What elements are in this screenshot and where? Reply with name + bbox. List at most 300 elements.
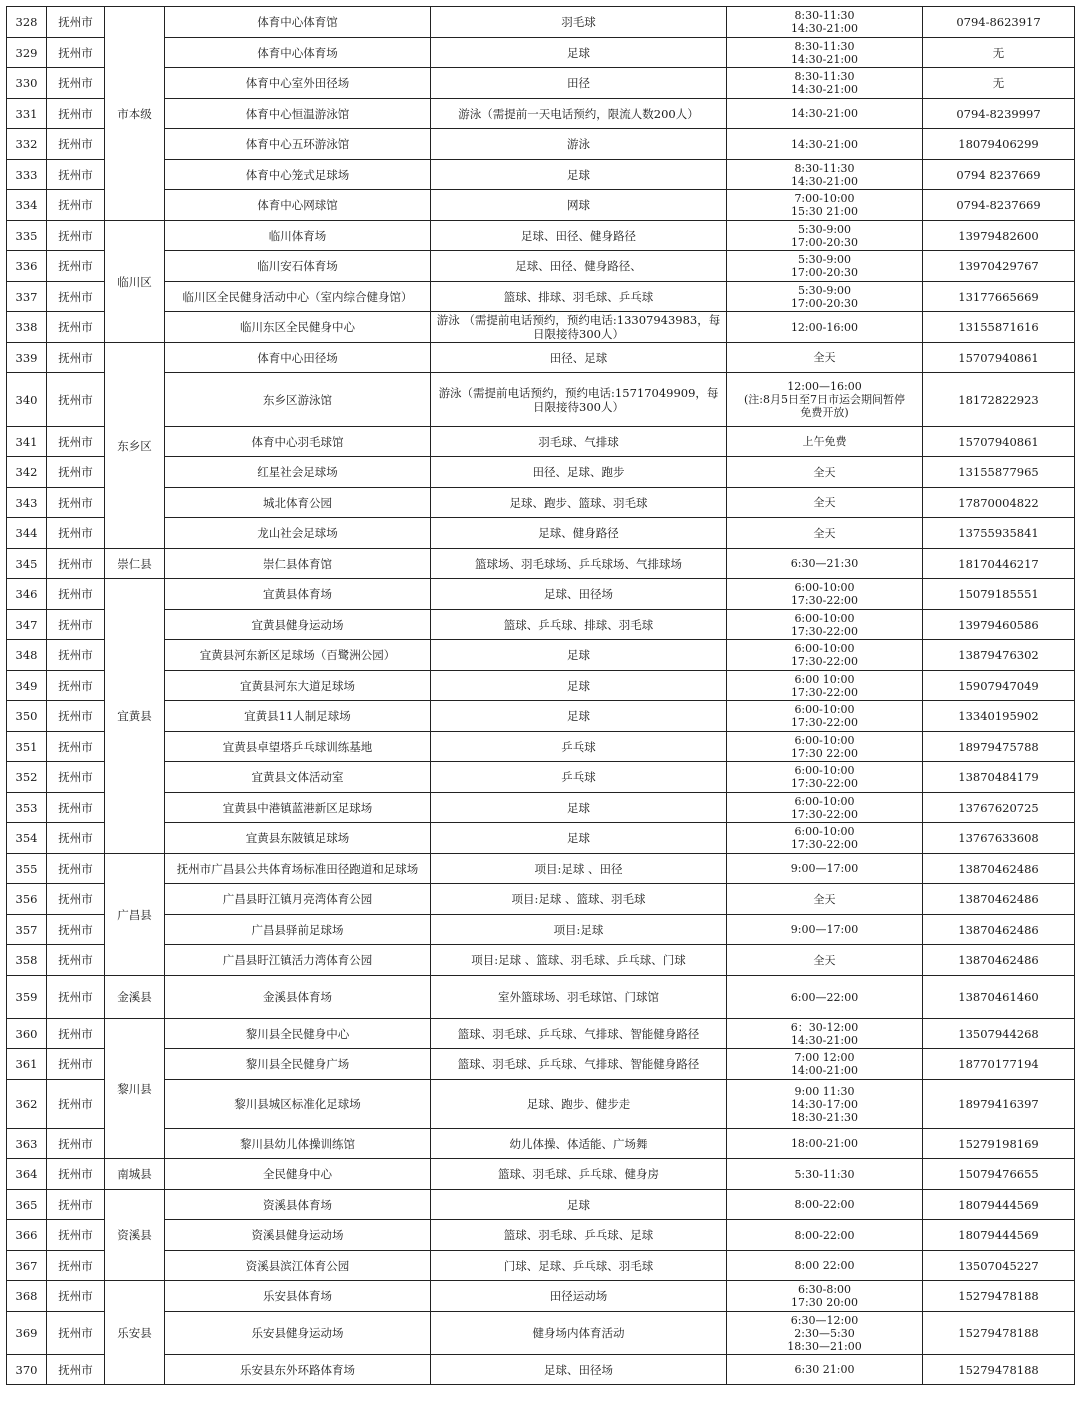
opening-hours-line: 6:00-10:00 [794, 764, 855, 777]
table-row [7, 884, 1075, 915]
opening-hours-line: 17:00-20:30 [790, 235, 859, 249]
row-number: 349 [7, 671, 47, 701]
phone-cell: 13767633608 [923, 823, 1075, 854]
city-cell: 抚州市 [47, 1281, 105, 1312]
opening-hours-cell [727, 1281, 923, 1312]
row-number: 334 [7, 190, 47, 221]
row-number: 359 [7, 976, 47, 1019]
table-row [7, 793, 1075, 823]
phone-cell: 13870462486 [923, 945, 1075, 976]
venue-name-cell: 宜黄县中港镇蓝港新区足球场 [165, 793, 431, 823]
table-row [7, 7, 1075, 38]
opening-hours-cell [727, 457, 923, 488]
table-row [7, 457, 1075, 488]
row-number: 361 [7, 1049, 47, 1080]
row-number: 344 [7, 518, 47, 549]
opening-hours-line: 6:30-8:00 [797, 1283, 852, 1296]
phone-cell: 18079444569 [923, 1190, 1075, 1220]
opening-hours-line: 12:00-16:00 [790, 320, 859, 334]
opening-hours-line: 6:00-10:00 [794, 642, 855, 655]
opening-hours-cell [727, 518, 923, 549]
opening-hours-cell [727, 1019, 923, 1049]
city-cell: 抚州市 [47, 1129, 105, 1159]
opening-hours-line: 全天 [813, 892, 836, 906]
table-row [7, 99, 1075, 129]
venue-name-cell: 乐安县东外环路体育场 [165, 1355, 431, 1385]
phone-cell: 15707940861 [923, 427, 1075, 457]
row-number: 370 [7, 1355, 47, 1385]
city-cell: 抚州市 [47, 312, 105, 343]
opening-hours-cell [727, 762, 923, 793]
sport-items-cell: 足球、跑步、健步走 [431, 1080, 727, 1129]
opening-hours-line: 14:30-21:00 [790, 107, 859, 120]
opening-hours-cell [727, 793, 923, 823]
phone-cell: 13979460586 [923, 610, 1075, 640]
row-number: 362 [7, 1080, 47, 1129]
opening-hours-line: 5:30-11:30 [794, 1167, 855, 1181]
city-cell: 抚州市 [47, 976, 105, 1019]
opening-hours-cell [727, 915, 923, 945]
opening-hours-line: 6:30 21:00 [794, 1363, 855, 1376]
venue-name-cell: 抚州市广昌县公共体育场标准田径跑道和足球场 [165, 854, 431, 884]
city-cell: 抚州市 [47, 373, 105, 427]
phone-cell: 17870004822 [923, 488, 1075, 518]
opening-hours-line: 17:00-20:30 [790, 296, 859, 310]
opening-hours-line: 17:30-22:00 [790, 685, 859, 699]
city-cell: 抚州市 [47, 38, 105, 68]
opening-hours-cell [727, 68, 923, 99]
phone-cell: 无 [923, 38, 1075, 68]
opening-hours-cell [727, 1190, 923, 1220]
opening-hours-cell [727, 701, 923, 732]
phone-cell: 15279478188 [923, 1355, 1075, 1385]
table-row [7, 373, 1075, 427]
sport-items-cell: 项目:足球 、田径 [431, 854, 727, 884]
opening-hours-line: 17:30-22:00 [790, 655, 859, 668]
table-row [7, 1355, 1075, 1385]
row-number: 367 [7, 1251, 47, 1281]
row-number: 360 [7, 1019, 47, 1049]
city-cell: 抚州市 [47, 1080, 105, 1129]
city-cell: 抚州市 [47, 518, 105, 549]
opening-hours-cell [727, 99, 923, 129]
table-row [7, 129, 1075, 160]
sport-items-cell: 篮球、羽毛球、乒乓球、气排球、智能健身路径 [431, 1049, 727, 1080]
table-row [7, 640, 1075, 671]
venue-name-cell: 临川区全民健身活动中心（室内综合健身馆） [165, 282, 431, 312]
opening-hours-cell [727, 221, 923, 251]
sport-items-cell: 项目:足球 [431, 915, 727, 945]
table-row [7, 945, 1075, 976]
opening-hours-line: 17:30-22:00 [790, 594, 859, 607]
opening-hours-line: (注:8月5日至7日市运会期间暂停 [744, 393, 905, 406]
opening-hours-cell [727, 579, 923, 610]
sport-items-cell: 足球、田径、健身路径、 [431, 251, 727, 282]
opening-hours-line: 免费开放) [800, 406, 849, 419]
sport-items-cell: 足球、田径、健身路径 [431, 221, 727, 251]
phone-cell: 18172822923 [923, 373, 1075, 427]
opening-hours-cell [727, 610, 923, 640]
opening-hours-line: 6:30—12:00 [790, 1313, 859, 1327]
row-number: 345 [7, 549, 47, 579]
opening-hours-line: 6:00-10:00 [794, 611, 855, 625]
phone-cell: 13979482600 [923, 221, 1075, 251]
phone-cell: 13970429767 [923, 251, 1075, 282]
table-row [7, 38, 1075, 68]
city-cell: 抚州市 [47, 427, 105, 457]
city-cell: 抚州市 [47, 343, 105, 373]
sport-items-cell: 足球、健身路径 [431, 518, 727, 549]
city-cell: 抚州市 [47, 7, 105, 38]
venue-name-cell: 黎川县城区标准化足球场 [165, 1080, 431, 1129]
opening-hours-cell [727, 823, 923, 854]
opening-hours-line: 全天 [813, 465, 836, 479]
city-cell: 抚州市 [47, 884, 105, 915]
opening-hours-line: 17:30-22:00 [790, 624, 859, 638]
sport-items-cell: 田径、足球、跑步 [431, 457, 727, 488]
sport-items-cell: 田径运动场 [431, 1281, 727, 1312]
table-row [7, 251, 1075, 282]
table-row [7, 1190, 1075, 1220]
sport-items-cell: 网球 [431, 190, 727, 221]
opening-hours-line: 14:30-21:00 [790, 174, 859, 188]
venue-name-cell: 临川东区全民健身中心 [165, 312, 431, 343]
row-number: 341 [7, 427, 47, 457]
sport-items-cell: 乒乓球 [431, 732, 727, 762]
venue-name-cell: 广昌县驿前足球场 [165, 915, 431, 945]
city-cell: 抚州市 [47, 671, 105, 701]
city-cell: 抚州市 [47, 457, 105, 488]
opening-hours-line: 6:00-10:00 [794, 733, 855, 747]
venue-name-cell: 金溪县体育场 [165, 976, 431, 1019]
sport-items-cell: 篮球、羽毛球、乒乓球、健身房 [431, 1159, 727, 1190]
city-cell: 抚州市 [47, 488, 105, 518]
venue-name-cell: 体育中心田径场 [165, 343, 431, 373]
opening-hours-line: 5:30-9:00 [797, 222, 852, 236]
district-cell: 市本级 [105, 7, 165, 221]
opening-hours-cell [727, 1159, 923, 1190]
row-number: 364 [7, 1159, 47, 1190]
sport-items-cell: 足球 [431, 640, 727, 671]
venue-name-cell: 临川安石体育场 [165, 251, 431, 282]
venue-name-cell: 体育中心笼式足球场 [165, 160, 431, 190]
district-cell: 宜黄县 [105, 579, 165, 854]
venue-name-cell: 体育中心室外田径场 [165, 68, 431, 99]
sport-items-cell: 篮球、羽毛球、乒乓球、气排球、智能健身路径 [431, 1019, 727, 1049]
row-number: 357 [7, 915, 47, 945]
table-row [7, 915, 1075, 945]
opening-hours-line: 14:00-21:00 [790, 1064, 859, 1077]
opening-hours-line: 14:30-17:00 [790, 1097, 859, 1111]
venue-name-cell: 全民健身中心 [165, 1159, 431, 1190]
opening-hours-line: 14:30-21:00 [790, 52, 859, 66]
table-row [7, 610, 1075, 640]
row-number: 347 [7, 610, 47, 640]
opening-hours-line: 6:30—21:30 [790, 557, 859, 570]
city-cell: 抚州市 [47, 1049, 105, 1080]
opening-hours-cell [727, 640, 923, 671]
opening-hours-line: 7:00-10:00 [794, 192, 855, 205]
row-number: 363 [7, 1129, 47, 1159]
city-cell: 抚州市 [47, 160, 105, 190]
opening-hours-line: 17:30-22:00 [790, 807, 859, 821]
district-cell: 南城县 [105, 1159, 165, 1190]
phone-cell: 13870484179 [923, 762, 1075, 793]
row-number: 354 [7, 823, 47, 854]
district-cell: 崇仁县 [105, 549, 165, 579]
opening-hours-line: 14:30-21:00 [790, 137, 859, 151]
table-row [7, 671, 1075, 701]
phone-cell: 13177665669 [923, 282, 1075, 312]
phone-cell: 13755935841 [923, 518, 1075, 549]
table-row [7, 701, 1075, 732]
venue-name-cell: 宜黄县11人制足球场 [165, 701, 431, 732]
opening-hours-line: 9:00—17:00 [790, 923, 859, 936]
row-number: 356 [7, 884, 47, 915]
phone-cell: 13340195902 [923, 701, 1075, 732]
opening-hours-line: 全天 [813, 953, 836, 967]
sport-items-cell: 足球、田径场 [431, 579, 727, 610]
district-cell: 东乡区 [105, 343, 165, 549]
table-row [7, 221, 1075, 251]
sport-items-cell: 游泳 （需提前电话预约，预约电话:13307943983，每日限接待300人） [431, 312, 727, 343]
venue-name-cell: 黎川县全民健身中心 [165, 1019, 431, 1049]
venue-name-cell: 宜黄县健身运动场 [165, 610, 431, 640]
opening-hours-line: 7:00 12:00 [794, 1051, 855, 1064]
sport-items-cell: 足球、跑步、篮球、羽毛球 [431, 488, 727, 518]
sport-items-cell: 乒乓球 [431, 762, 727, 793]
opening-hours-cell [727, 549, 923, 579]
row-number: 340 [7, 373, 47, 427]
city-cell: 抚州市 [47, 1190, 105, 1220]
phone-cell: 15907947049 [923, 671, 1075, 701]
opening-hours-cell [727, 312, 923, 343]
opening-hours-cell [727, 1049, 923, 1080]
venue-list-document [6, 6, 1075, 1385]
venue-name-cell: 广昌县盱江镇月亮湾体育公园 [165, 884, 431, 915]
opening-hours-line: 6:00-10:00 [794, 581, 855, 594]
opening-hours-cell [727, 1251, 923, 1281]
opening-hours-cell [727, 1312, 923, 1355]
city-cell: 抚州市 [47, 610, 105, 640]
venue-name-cell: 体育中心体育场 [165, 38, 431, 68]
table-row [7, 1049, 1075, 1080]
opening-hours-line: 15:30 21:00 [791, 205, 858, 218]
phone-cell: 15079185551 [923, 579, 1075, 610]
sport-items-cell: 田径、足球 [431, 343, 727, 373]
venue-name-cell: 乐安县健身运动场 [165, 1312, 431, 1355]
district-cell: 金溪县 [105, 976, 165, 1019]
opening-hours-line: 18:30-21:30 [790, 1110, 859, 1124]
row-number: 333 [7, 160, 47, 190]
row-number: 369 [7, 1312, 47, 1355]
row-number: 358 [7, 945, 47, 976]
phone-cell: 18979475788 [923, 732, 1075, 762]
opening-hours-line: 17:30-22:00 [790, 838, 859, 851]
city-cell: 抚州市 [47, 68, 105, 99]
row-number: 346 [7, 579, 47, 610]
opening-hours-cell [727, 488, 923, 518]
opening-hours-line: 6：30-12:00 [790, 1020, 859, 1034]
opening-hours-cell [727, 251, 923, 282]
opening-hours-cell [727, 1220, 923, 1251]
city-cell: 抚州市 [47, 701, 105, 732]
row-number: 336 [7, 251, 47, 282]
opening-hours-line: 8:00-22:00 [794, 1198, 855, 1211]
opening-hours-cell [727, 282, 923, 312]
phone-cell: 18079444569 [923, 1220, 1075, 1251]
table-row [7, 823, 1075, 854]
opening-hours-line: 17:30-22:00 [790, 777, 859, 790]
table-row [7, 190, 1075, 221]
sport-items-cell: 游泳（需提前电话预约，预约电话:15717049909，每日限接待300人） [431, 373, 727, 427]
phone-cell: 18170446217 [923, 549, 1075, 579]
table-row [7, 1220, 1075, 1251]
venue-name-cell: 体育中心恒温游泳馆 [165, 99, 431, 129]
opening-hours-cell [727, 732, 923, 762]
phone-cell: 15279478188 [923, 1312, 1075, 1355]
sport-items-cell: 篮球、乒乓球、排球、羽毛球 [431, 610, 727, 640]
city-cell: 抚州市 [47, 915, 105, 945]
venue-name-cell: 黎川县幼儿体操训练馆 [165, 1129, 431, 1159]
row-number: 348 [7, 640, 47, 671]
table-row [7, 1019, 1075, 1049]
row-number: 335 [7, 221, 47, 251]
city-cell: 抚州市 [47, 1251, 105, 1281]
venue-name-cell: 宜黄县东陂镇足球场 [165, 823, 431, 854]
table-row [7, 1251, 1075, 1281]
row-number: 331 [7, 99, 47, 129]
opening-hours-cell [727, 671, 923, 701]
row-number: 355 [7, 854, 47, 884]
sport-items-cell: 足球 [431, 671, 727, 701]
venue-name-cell: 体育中心羽毛球馆 [165, 427, 431, 457]
city-cell: 抚州市 [47, 282, 105, 312]
opening-hours-line: 5:30-9:00 [797, 253, 852, 266]
sport-items-cell: 篮球、排球、羽毛球、乒乓球 [431, 282, 727, 312]
table-row [7, 518, 1075, 549]
district-cell: 广昌县 [105, 854, 165, 976]
opening-hours-line: 6:00-10:00 [794, 703, 855, 716]
sport-items-cell: 足球 [431, 823, 727, 854]
phone-cell: 13879476302 [923, 640, 1075, 671]
table-row [7, 282, 1075, 312]
sport-items-cell: 项目:足球 、篮球、羽毛球 [431, 884, 727, 915]
table-row [7, 160, 1075, 190]
opening-hours-line: 9:00 11:30 [794, 1084, 855, 1098]
phone-cell: 13507045227 [923, 1251, 1075, 1281]
opening-hours-cell [727, 1080, 923, 1129]
row-number: 350 [7, 701, 47, 732]
row-number: 337 [7, 282, 47, 312]
opening-hours-line: 8:30-11:30 [794, 70, 855, 83]
opening-hours-line: 18:30—21:00 [787, 1339, 862, 1353]
table-row [7, 427, 1075, 457]
phone-cell: 13870462486 [923, 854, 1075, 884]
phone-cell: 13870461460 [923, 976, 1075, 1019]
city-cell: 抚州市 [47, 251, 105, 282]
city-cell: 抚州市 [47, 129, 105, 160]
phone-cell: 13870462486 [923, 884, 1075, 915]
phone-cell: 0794-8237669 [923, 190, 1075, 221]
row-number: 338 [7, 312, 47, 343]
sport-items-cell: 足球 [431, 38, 727, 68]
venue-name-cell: 龙山社会足球场 [165, 518, 431, 549]
opening-hours-cell [727, 884, 923, 915]
table-row [7, 1129, 1075, 1159]
city-cell: 抚州市 [47, 762, 105, 793]
table-row [7, 732, 1075, 762]
opening-hours-line: 8:00 22:00 [794, 1259, 855, 1272]
opening-hours-line: 17:00-20:30 [790, 266, 859, 279]
city-cell: 抚州市 [47, 549, 105, 579]
city-cell: 抚州市 [47, 1312, 105, 1355]
phone-cell: 13507944268 [923, 1019, 1075, 1049]
sport-items-cell: 健身场内体育活动 [431, 1312, 727, 1355]
opening-hours-cell [727, 854, 923, 884]
table-row [7, 1312, 1075, 1355]
phone-cell: 15279198169 [923, 1129, 1075, 1159]
opening-hours-cell [727, 160, 923, 190]
row-number: 368 [7, 1281, 47, 1312]
district-cell: 资溪县 [105, 1190, 165, 1281]
phone-cell: 13767620725 [923, 793, 1075, 823]
opening-hours-cell [727, 190, 923, 221]
opening-hours-cell [727, 373, 923, 427]
sport-items-cell: 篮球场、羽毛球场、乒乓球场、气排球场 [431, 549, 727, 579]
opening-hours-line: 8:30-11:30 [794, 39, 855, 53]
phone-cell: 0794-8623917 [923, 7, 1075, 38]
venue-name-cell: 临川体育场 [165, 221, 431, 251]
row-number: 343 [7, 488, 47, 518]
table-row [7, 549, 1075, 579]
table-row [7, 762, 1075, 793]
phone-cell: 13155871616 [923, 312, 1075, 343]
opening-hours-cell [727, 7, 923, 38]
sport-items-cell: 足球 [431, 1190, 727, 1220]
opening-hours-cell [727, 945, 923, 976]
city-cell: 抚州市 [47, 793, 105, 823]
table-row [7, 1080, 1075, 1129]
row-number: 332 [7, 129, 47, 160]
city-cell: 抚州市 [47, 1159, 105, 1190]
city-cell: 抚州市 [47, 1355, 105, 1385]
opening-hours-cell [727, 427, 923, 457]
sport-items-cell: 足球、田径场 [431, 1355, 727, 1385]
city-cell: 抚州市 [47, 732, 105, 762]
opening-hours-line: 8:30-11:30 [794, 161, 855, 175]
venue-name-cell: 体育中心五环游泳馆 [165, 129, 431, 160]
venue-name-cell: 体育中心体育馆 [165, 7, 431, 38]
venue-name-cell: 宜黄县卓望塔乒乓球训练基地 [165, 732, 431, 762]
venue-name-cell: 城北体育公园 [165, 488, 431, 518]
phone-cell: 18770177194 [923, 1049, 1075, 1080]
opening-hours-line: 全天 [813, 351, 836, 364]
sport-items-cell: 游泳 [431, 129, 727, 160]
table-row [7, 343, 1075, 373]
opening-hours-cell [727, 38, 923, 68]
row-number: 352 [7, 762, 47, 793]
opening-hours-line: 全天 [813, 496, 836, 509]
phone-cell: 0794-8239997 [923, 99, 1075, 129]
opening-hours-line: 上午免费 [802, 435, 847, 448]
row-number: 329 [7, 38, 47, 68]
venue-table [6, 6, 1075, 1385]
row-number: 330 [7, 68, 47, 99]
city-cell: 抚州市 [47, 190, 105, 221]
district-cell: 黎川县 [105, 1019, 165, 1159]
opening-hours-line: 17:30-22:00 [790, 716, 859, 729]
